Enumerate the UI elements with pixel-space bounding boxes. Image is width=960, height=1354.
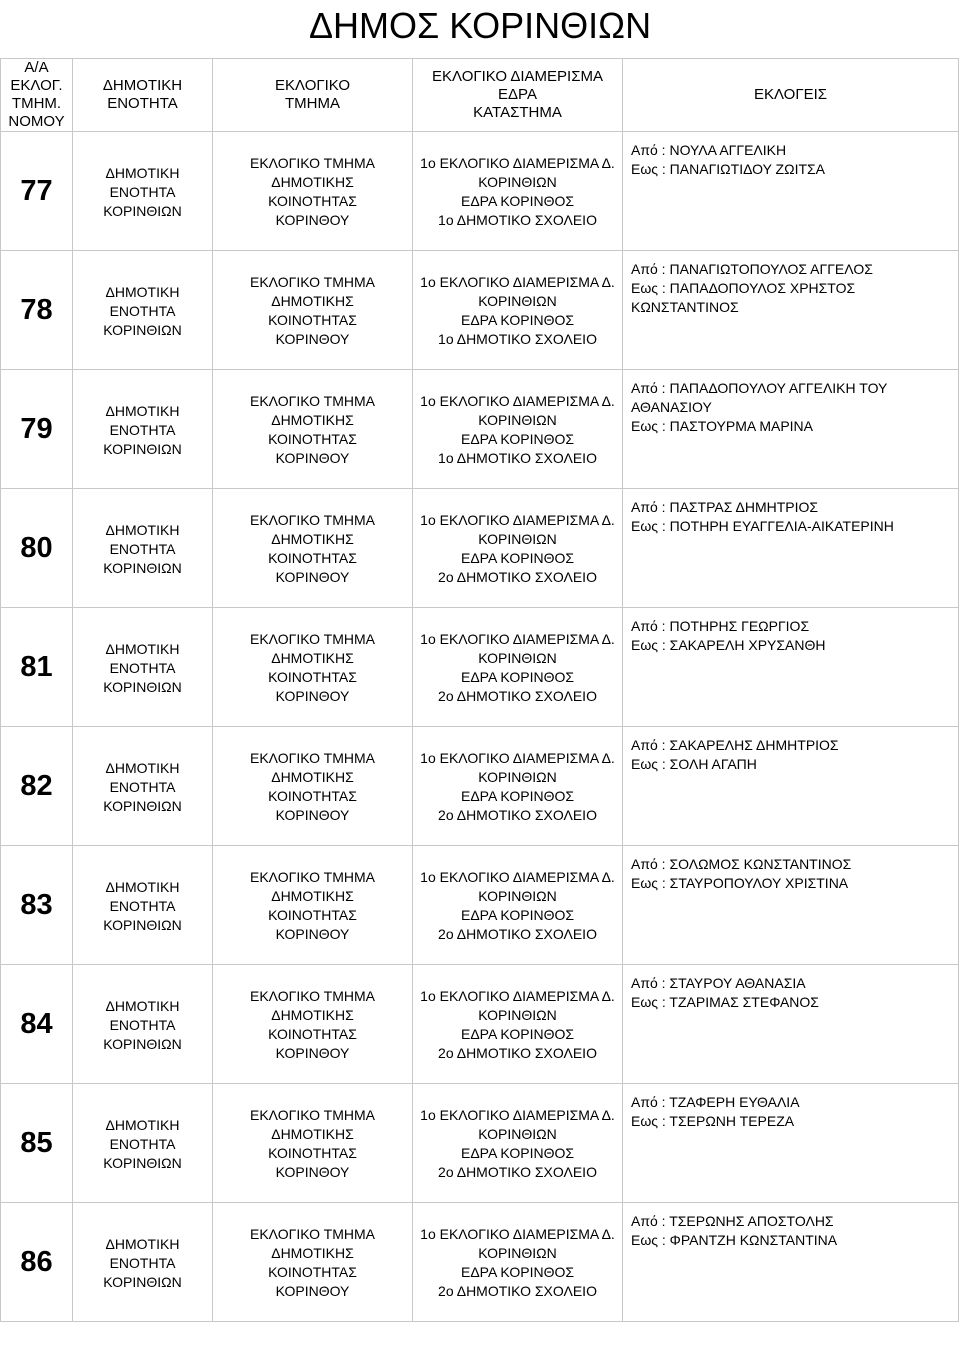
voters-to: Εως : ΤΣΕΡΩΝΗ ΤΕΡΕΖΑ	[631, 1113, 795, 1129]
table-row	[1, 1203, 959, 1322]
voters-range	[623, 727, 959, 846]
electoral-division: 1ο ΕΚΛΟΓΙΚΟ ΔΙΑΜΕΡΙΣΜΑ Δ. ΚΟΡΙΝΘΙΩΝ ΕΔΡΑ ΚΟΡΙΝΘΟΣ 1ο ΔΗΜΟΤΙΚΟ ΣΧΟΛΕΙΟ	[413, 251, 623, 370]
section-number: 79	[1, 370, 73, 489]
voters-range	[623, 132, 959, 251]
electoral-section: ΕΚΛΟΓΙΚΟ ΤΜΗΜΑ ΔΗΜΟΤΙΚΗΣ ΚΟΙΝΟΤΗΤΑΣ ΚΟΡΙΝΘΟΥ	[213, 1084, 413, 1203]
electoral-division: 1ο ΕΚΛΟΓΙΚΟ ΔΙΑΜΕΡΙΣΜΑ Δ. ΚΟΡΙΝΘΙΩΝ ΕΔΡΑ ΚΟΡΙΝΘΟΣ 2ο ΔΗΜΟΤΙΚΟ ΣΧΟΛΕΙΟ	[413, 965, 623, 1084]
electoral-division: 1ο ΕΚΛΟΓΙΚΟ ΔΙΑΜΕΡΙΣΜΑ Δ. ΚΟΡΙΝΘΙΩΝ ΕΔΡΑ ΚΟΡΙΝΘΟΣ 1ο ΔΗΜΟΤΙΚΟ ΣΧΟΛΕΙΟ	[413, 370, 623, 489]
voters-from: Από : ΣΤΑΥΡΟΥ ΑΘΑΝΑΣΙΑ	[631, 975, 806, 991]
voters-range	[623, 965, 959, 1084]
municipal-unit: ΔΗΜΟΤΙΚΗ ΕΝΟΤΗΤΑ ΚΟΡΙΝΘΙΩΝ	[73, 965, 213, 1084]
electoral-division: 1ο ΕΚΛΟΓΙΚΟ ΔΙΑΜΕΡΙΣΜΑ Δ. ΚΟΡΙΝΘΙΩΝ ΕΔΡΑ ΚΟΡΙΝΘΟΣ 2ο ΔΗΜΟΤΙΚΟ ΣΧΟΛΕΙΟ	[413, 1203, 623, 1322]
municipal-unit: ΔΗΜΟΤΙΚΗ ΕΝΟΤΗΤΑ ΚΟΡΙΝΘΙΩΝ	[73, 846, 213, 965]
header-section: ΕΚΛΟΓΙΚΟ ΤΜΗΜΑ	[213, 59, 413, 132]
voters-to: Εως : ΠΑΠΑΔΟΠΟΥΛΟΣ ΧΡΗΣΤΟΣ ΚΩΝΣΤΑΝΤΙΝΟΣ	[631, 280, 856, 315]
voters-from: Από : ΣΟΛΩΜΟΣ ΚΩΝΣΤΑΝΤΙΝΟΣ	[631, 856, 852, 872]
municipal-unit: ΔΗΜΟΤΙΚΗ ΕΝΟΤΗΤΑ ΚΟΡΙΝΘΙΩΝ	[73, 608, 213, 727]
electoral-section: ΕΚΛΟΓΙΚΟ ΤΜΗΜΑ ΔΗΜΟΤΙΚΗΣ ΚΟΙΝΟΤΗΤΑΣ ΚΟΡΙΝΘΟΥ	[213, 132, 413, 251]
voters-to: Εως : ΠΟΤΗΡΗ ΕΥΑΓΓΕΛΙΑ-ΑΙΚΑΤΕΡΙΝΗ	[631, 518, 894, 534]
table-row	[1, 370, 959, 489]
electoral-section: ΕΚΛΟΓΙΚΟ ΤΜΗΜΑ ΔΗΜΟΤΙΚΗΣ ΚΟΙΝΟΤΗΤΑΣ ΚΟΡΙΝΘΟΥ	[213, 1203, 413, 1322]
municipal-unit: ΔΗΜΟΤΙΚΗ ΕΝΟΤΗΤΑ ΚΟΡΙΝΘΙΩΝ	[73, 132, 213, 251]
voters-from: Από : ΠΟΤΗΡΗΣ ΓΕΩΡΓΙΟΣ	[631, 618, 810, 634]
voters-to: Εως : ΣΟΛΗ ΑΓΑΠΗ	[631, 756, 757, 772]
electoral-section: ΕΚΛΟΓΙΚΟ ΤΜΗΜΑ ΔΗΜΟΤΙΚΗΣ ΚΟΙΝΟΤΗΤΑΣ ΚΟΡΙΝΘΟΥ	[213, 727, 413, 846]
table-row	[1, 1084, 959, 1203]
voters-to: Εως : ΦΡΑΝΤΖΗ ΚΩΝΣΤΑΝΤΙΝΑ	[631, 1232, 838, 1248]
voters-range	[623, 1084, 959, 1203]
municipal-unit: ΔΗΜΟΤΙΚΗ ΕΝΟΤΗΤΑ ΚΟΡΙΝΘΙΩΝ	[73, 370, 213, 489]
voters-to: Εως : ΣΑΚΑΡΕΛΗ ΧΡΥΣΑΝΘΗ	[631, 637, 826, 653]
voters-range	[623, 489, 959, 608]
electoral-division: 1ο ΕΚΛΟΓΙΚΟ ΔΙΑΜΕΡΙΣΜΑ Δ. ΚΟΡΙΝΘΙΩΝ ΕΔΡΑ ΚΟΡΙΝΘΟΣ 2ο ΔΗΜΟΤΙΚΟ ΣΧΟΛΕΙΟ	[413, 727, 623, 846]
voters-range	[623, 370, 959, 489]
electoral-division: 1ο ΕΚΛΟΓΙΚΟ ΔΙΑΜΕΡΙΣΜΑ Δ. ΚΟΡΙΝΘΙΩΝ ΕΔΡΑ ΚΟΡΙΝΘΟΣ 2ο ΔΗΜΟΤΙΚΟ ΣΧΟΛΕΙΟ	[413, 489, 623, 608]
voters-to: Εως : ΠΑΝΑΓΙΩΤΙΔΟΥ ΖΩΙΤΣΑ	[631, 161, 826, 177]
voters-from: Από : ΠΑΝΑΓΙΩΤΟΠΟΥΛΟΣ ΑΓΓΕΛΟΣ	[631, 261, 873, 277]
electoral-section: ΕΚΛΟΓΙΚΟ ΤΜΗΜΑ ΔΗΜΟΤΙΚΗΣ ΚΟΙΝΟΤΗΤΑΣ ΚΟΡΙΝΘΟΥ	[213, 489, 413, 608]
voters-from: Από : ΤΣΕΡΩΝΗΣ ΑΠΟΣΤΟΛΗΣ	[631, 1213, 834, 1229]
polling-sections-table	[0, 58, 959, 1322]
table-row	[1, 727, 959, 846]
electoral-division: 1ο ΕΚΛΟΓΙΚΟ ΔΙΑΜΕΡΙΣΜΑ Δ. ΚΟΡΙΝΘΙΩΝ ΕΔΡΑ ΚΟΡΙΝΘΟΣ 2ο ΔΗΜΟΤΙΚΟ ΣΧΟΛΕΙΟ	[413, 1084, 623, 1203]
voters-from: Από : ΠΑΠΑΔΟΠΟΥΛΟΥ ΑΓΓΕΛΙΚΗ ΤΟΥ ΑΘΑΝΑΣΙΟΥ	[631, 380, 888, 415]
voters-range	[623, 846, 959, 965]
electoral-division: 1ο ΕΚΛΟΓΙΚΟ ΔΙΑΜΕΡΙΣΜΑ Δ. ΚΟΡΙΝΘΙΩΝ ΕΔΡΑ ΚΟΡΙΝΘΟΣ 2ο ΔΗΜΟΤΙΚΟ ΣΧΟΛΕΙΟ	[413, 608, 623, 727]
voters-from: Από : ΤΖΑΦΕΡΗ ΕΥΘΑΛΙΑ	[631, 1094, 800, 1110]
electoral-section: ΕΚΛΟΓΙΚΟ ΤΜΗΜΑ ΔΗΜΟΤΙΚΗΣ ΚΟΙΝΟΤΗΤΑΣ ΚΟΡΙΝΘΟΥ	[213, 370, 413, 489]
section-number: 84	[1, 965, 73, 1084]
table-row	[1, 846, 959, 965]
electoral-section: ΕΚΛΟΓΙΚΟ ΤΜΗΜΑ ΔΗΜΟΤΙΚΗΣ ΚΟΙΝΟΤΗΤΑΣ ΚΟΡΙΝΘΟΥ	[213, 965, 413, 1084]
section-number: 83	[1, 846, 73, 965]
section-number: 81	[1, 608, 73, 727]
electoral-division: 1ο ΕΚΛΟΓΙΚΟ ΔΙΑΜΕΡΙΣΜΑ Δ. ΚΟΡΙΝΘΙΩΝ ΕΔΡΑ ΚΟΡΙΝΘΟΣ 2ο ΔΗΜΟΤΙΚΟ ΣΧΟΛΕΙΟ	[413, 846, 623, 965]
voters-from: Από : ΠΑΣΤΡΑΣ ΔΗΜΗΤΡΙΟΣ	[631, 499, 819, 515]
page-title: ΔΗΜΟΣ ΚΟΡΙΝΘΙΩΝ	[308, 5, 652, 46]
electoral-division: 1ο ΕΚΛΟΓΙΚΟ ΔΙΑΜΕΡΙΣΜΑ Δ. ΚΟΡΙΝΘΙΩΝ ΕΔΡΑ ΚΟΡΙΝΘΟΣ 1ο ΔΗΜΟΤΙΚΟ ΣΧΟΛΕΙΟ	[413, 132, 623, 251]
table-row	[1, 251, 959, 370]
section-number: 80	[1, 489, 73, 608]
voters-from: Από : ΝΟΥΛΑ ΑΓΓΕΛΙΚΗ	[631, 142, 787, 158]
voters-range	[623, 251, 959, 370]
table-row	[1, 489, 959, 608]
section-number: 86	[1, 1203, 73, 1322]
electoral-section: ΕΚΛΟΓΙΚΟ ΤΜΗΜΑ ΔΗΜΟΤΙΚΗΣ ΚΟΙΝΟΤΗΤΑΣ ΚΟΡΙΝΘΟΥ	[213, 608, 413, 727]
table-row	[1, 965, 959, 1084]
municipal-unit: ΔΗΜΟΤΙΚΗ ΕΝΟΤΗΤΑ ΚΟΡΙΝΘΙΩΝ	[73, 727, 213, 846]
voters-to: Εως : ΤΖΑΡΙΜΑΣ ΣΤΕΦΑΝΟΣ	[631, 994, 819, 1010]
voters-from: Από : ΣΑΚΑΡΕΛΗΣ ΔΗΜΗΤΡΙΟΣ	[631, 737, 839, 753]
municipal-unit: ΔΗΜΟΤΙΚΗ ΕΝΟΤΗΤΑ ΚΟΡΙΝΘΙΩΝ	[73, 489, 213, 608]
section-number: 82	[1, 727, 73, 846]
table-row	[1, 608, 959, 727]
voters-to: Εως : ΠΑΣΤΟΥΡΜΑ ΜΑΡΙΝΑ	[631, 418, 813, 434]
electoral-section: ΕΚΛΟΓΙΚΟ ΤΜΗΜΑ ΔΗΜΟΤΙΚΗΣ ΚΟΙΝΟΤΗΤΑΣ ΚΟΡΙΝΘΟΥ	[213, 846, 413, 965]
header-unit: ΔΗΜΟΤΙΚΗ ΕΝΟΤΗΤΑ	[73, 59, 213, 132]
municipal-unit: ΔΗΜΟΤΙΚΗ ΕΝΟΤΗΤΑ ΚΟΡΙΝΘΙΩΝ	[73, 1084, 213, 1203]
table-header-row	[1, 59, 959, 132]
voters-range	[623, 1203, 959, 1322]
header-division: ΕΚΛΟΓΙΚΟ ΔΙΑΜΕΡΙΣΜΑ ΕΔΡΑ ΚΑΤΑΣΤΗΜΑ	[413, 59, 623, 132]
header-voters: ΕΚΛΟΓΕΙΣ	[623, 59, 959, 132]
municipal-unit: ΔΗΜΟΤΙΚΗ ΕΝΟΤΗΤΑ ΚΟΡΙΝΘΙΩΝ	[73, 251, 213, 370]
section-number: 78	[1, 251, 73, 370]
voters-to: Εως : ΣΤΑΥΡΟΠΟΥΛΟΥ ΧΡΙΣΤΙΝΑ	[631, 875, 849, 891]
electoral-section: ΕΚΛΟΓΙΚΟ ΤΜΗΜΑ ΔΗΜΟΤΙΚΗΣ ΚΟΙΝΟΤΗΤΑΣ ΚΟΡΙΝΘΟΥ	[213, 251, 413, 370]
section-number: 85	[1, 1084, 73, 1203]
section-number: 77	[1, 132, 73, 251]
voters-range	[623, 608, 959, 727]
municipal-unit: ΔΗΜΟΤΙΚΗ ΕΝΟΤΗΤΑ ΚΟΡΙΝΘΙΩΝ	[73, 1203, 213, 1322]
header-num: Α/Α ΕΚΛΟΓ. ΤΜΗΜ. ΝΟΜΟΥ	[1, 59, 73, 132]
table-row	[1, 132, 959, 251]
